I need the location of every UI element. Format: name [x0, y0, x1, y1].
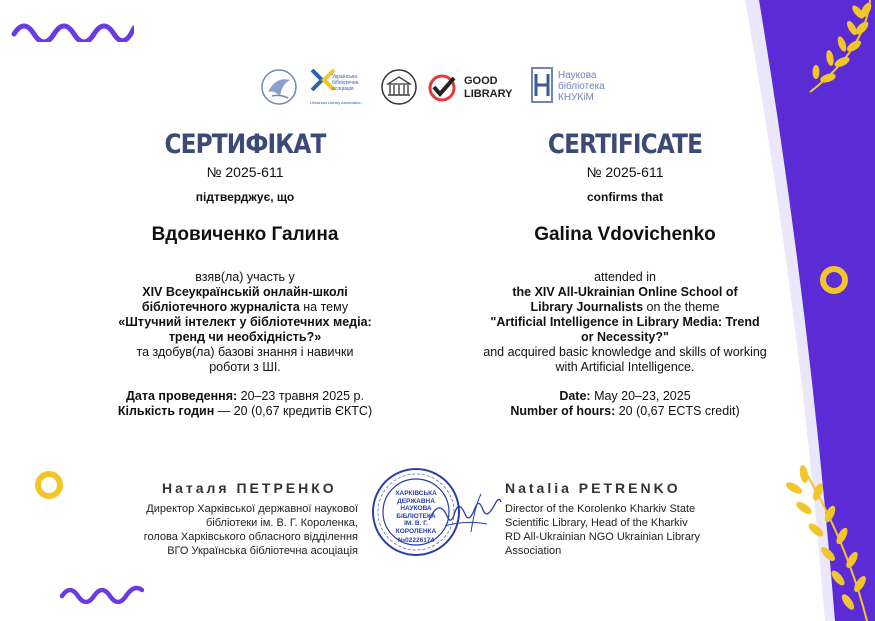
signatory-name-en: Natalia PETRENKO: [505, 480, 681, 496]
desc-line-3: [470, 300, 780, 315]
ukrainian-column: [100, 130, 390, 419]
sig-en-line-2: Scientific Library, Head of the Kharkiv: [505, 517, 688, 529]
wave-decoration-top: [10, 14, 134, 42]
signatory-title-uk: [110, 502, 358, 558]
knukim-logo: [530, 66, 620, 108]
desc-line-7: with Artificial Intelligence.: [555, 360, 695, 374]
desc-line-4: «Штучний інтелект у бібліотечних медіа:: [118, 315, 372, 329]
desc-line-2: XIV Всеукраїнській онлайн-школі: [142, 285, 348, 299]
hours-row-uk: [100, 404, 390, 419]
sig-uk-line-4: ВГО Українська бібліотечна асоціація: [167, 545, 358, 557]
hours-label-en: Number of hours:: [510, 404, 616, 418]
desc-line-3-bold: Library Journalists: [530, 300, 644, 314]
laurel-icon-top: [770, 0, 875, 100]
recipient-name-uk: Вдовиченко Галина: [151, 224, 339, 245]
date-value-uk: 20–23 травня 2025 р.: [237, 389, 364, 403]
description-uk: [100, 270, 390, 375]
desc-line-6: та здобув(ла) базові знання і навички: [136, 345, 354, 359]
certificate-title-uk: СЕРТИФІКАТ: [164, 129, 326, 160]
stamp-line-4: БІБЛІОТЕКА: [396, 512, 436, 520]
laurel-icon-bottom: [762, 462, 875, 621]
desc-line-7: роботи з ШІ.: [209, 360, 281, 374]
good-library-logo: [428, 74, 523, 104]
hours-value-uk: — 20 (0,67 кредитів ЄКТС): [214, 404, 373, 418]
desc-line-1: attended in: [594, 270, 656, 284]
recipient-name-en: Galina Vdovichenko: [534, 224, 716, 245]
desc-line-4: "Artificial Intelligence in Library Media: Trend: [490, 315, 760, 329]
sig-en-line-3: RD All-Ukrainian NGO Ukrainian Library: [505, 531, 701, 543]
stamp-line-1: ХАРКІВСЬКА: [395, 490, 437, 497]
certificate-number-en: № 2025-611: [586, 164, 664, 180]
sig-en-line-1: Director of the Korolenko Kharkiv State: [505, 503, 696, 515]
ring-decoration-right: [816, 262, 852, 298]
ula-name: Українська бібліотечна асоціація: [332, 74, 359, 92]
sig-en-line-4: Association: [505, 545, 562, 557]
knukim-icon: [530, 66, 554, 104]
certificate-title-en: CERTIFICATE: [547, 129, 703, 160]
sig-uk-line-2: бібліотеки ім. В. Г. Короленка,: [206, 517, 358, 529]
sig-uk-line-1: Директор Харківської державної наукової: [146, 503, 358, 515]
desc-line-1: взяв(ла) участь у: [195, 270, 295, 284]
desc-line-3: [100, 300, 390, 315]
hours-row-en: [470, 404, 780, 419]
ula-logo: [310, 68, 372, 108]
description-en: [470, 270, 780, 375]
desc-line-3-rest: on the theme: [643, 300, 720, 314]
ula-subtitle: Ukrainian Library Association: [310, 100, 362, 105]
certificate-number-uk: № 2025-611: [206, 164, 284, 180]
desc-line-5: тренд чи необхідність?»: [168, 330, 322, 344]
dates-uk: [100, 389, 390, 419]
date-label-en: Date:: [559, 389, 591, 403]
desc-line-6: and acquired basic knowledge and skills of working: [483, 345, 767, 359]
date-row-en: [470, 389, 780, 404]
stamp-line-5: ІМ. В. Г. КОРОЛЕНКА: [395, 520, 437, 535]
knukim-line1: Наукова: [558, 70, 597, 81]
desc-line-5: or Necessity?": [581, 330, 669, 344]
dates-en: [470, 389, 780, 419]
good-library-line2: LIBRARY: [464, 88, 513, 100]
good-library-icon: [428, 74, 458, 102]
handwritten-signature: [425, 486, 503, 540]
hours-label-uk: Кількість годин: [117, 404, 215, 418]
desc-line-3-bold: бібліотечного журналіста: [141, 300, 300, 314]
confirms-text-en: confirms that: [586, 190, 663, 204]
stamp-line-3: НАУКОВА: [400, 505, 432, 512]
wave-decoration-bottom: [58, 578, 144, 604]
desc-line-3-rest: на тему: [299, 300, 349, 314]
signatory-title-en: [505, 502, 745, 558]
sig-uk-line-3: голова Харківського обласного відділення: [143, 531, 358, 543]
partner-logos: [258, 66, 618, 110]
desc-line-2: the XIV All-Ukrainian Online School of: [512, 285, 738, 299]
knukim-line2: бібліотека: [558, 81, 605, 92]
signatory-name-uk: Наталя ПЕТРЕНКО: [162, 480, 337, 496]
hours-value-en: 20 (0,67 ECTS credit): [615, 404, 740, 418]
confirms-text-uk: підтверджує, що: [195, 190, 295, 204]
library-building-icon: [380, 68, 418, 106]
knukim-line3: КНУКіМ: [558, 92, 594, 103]
ring-decoration-left: [32, 468, 66, 502]
date-row-uk: [100, 389, 390, 404]
good-library-line1: GOOD: [464, 75, 498, 87]
stamp-line-2: ДЕРЖАВНА: [397, 497, 435, 505]
school-logo-icon: [258, 66, 300, 108]
date-value-en: May 20–23, 2025: [590, 389, 691, 403]
stamp-code: №02226174: [397, 537, 435, 544]
date-label-uk: Дата проведення:: [126, 389, 238, 403]
english-column: [470, 130, 780, 419]
